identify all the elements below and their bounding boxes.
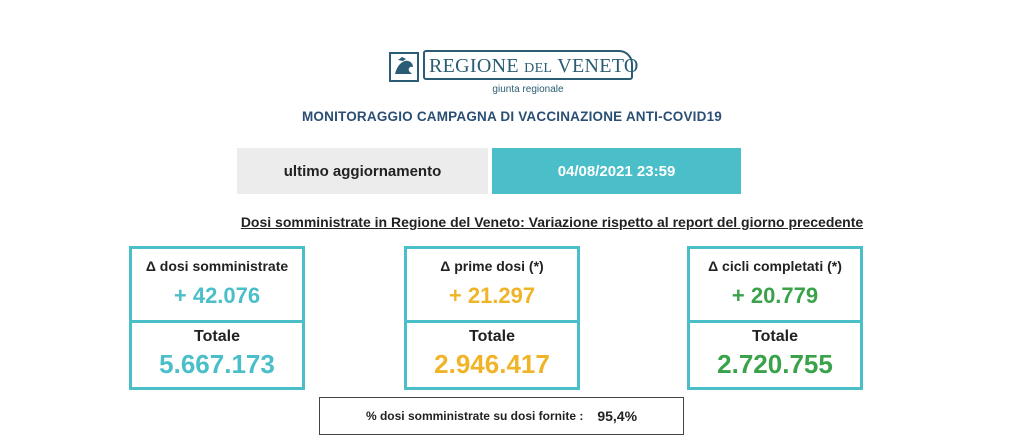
percentage-value: 95,4% bbox=[597, 408, 638, 424]
delta-section bbox=[690, 249, 860, 323]
last-update-label: ultimo aggiornamento bbox=[237, 148, 488, 194]
total-label: Totale bbox=[194, 328, 240, 345]
delta-label: Δ prime dosi (*) bbox=[440, 258, 544, 274]
card-completed-cycles bbox=[687, 246, 863, 390]
card-doses-administered bbox=[129, 246, 305, 390]
delta-section bbox=[407, 249, 577, 323]
delta-value: + 20.779 bbox=[731, 283, 819, 308]
logo-title: REGIONE DEL VENETO bbox=[429, 55, 639, 77]
delta-section bbox=[132, 249, 302, 323]
delta-value: + 21.297 bbox=[448, 283, 536, 308]
total-section bbox=[690, 323, 860, 387]
regione-veneto-logo bbox=[389, 48, 639, 98]
total-label: Totale bbox=[469, 328, 515, 345]
delta-label: Δ cicli completati (*) bbox=[708, 258, 842, 274]
total-section bbox=[407, 323, 577, 387]
page-title: MONITORAGGIO CAMPAGNA DI VACCINAZIONE ANTI-COVID19 bbox=[301, 109, 722, 124]
total-value: 2.946.417 bbox=[434, 349, 550, 379]
percentage-label: % dosi somministrate su dosi fornite : bbox=[365, 409, 584, 423]
total-value: 2.720.755 bbox=[717, 349, 833, 379]
logo-subtitle: giunta regionale bbox=[492, 84, 564, 95]
total-section bbox=[132, 323, 302, 387]
delta-label: Δ dosi somministrate bbox=[145, 258, 289, 274]
doses-percentage-box bbox=[319, 397, 684, 435]
total-value: 5.667.173 bbox=[159, 349, 275, 379]
lion-emblem-icon bbox=[389, 52, 419, 82]
delta-value: + 42.076 bbox=[173, 283, 261, 308]
last-update-value: 04/08/2021 23:59 bbox=[492, 148, 741, 194]
total-label: Totale bbox=[752, 328, 798, 345]
section-subtitle: Dosi somministrate in Regione del Veneto: Variazione rispetto al report del giorno precedente bbox=[240, 214, 864, 230]
card-first-doses bbox=[404, 246, 580, 390]
